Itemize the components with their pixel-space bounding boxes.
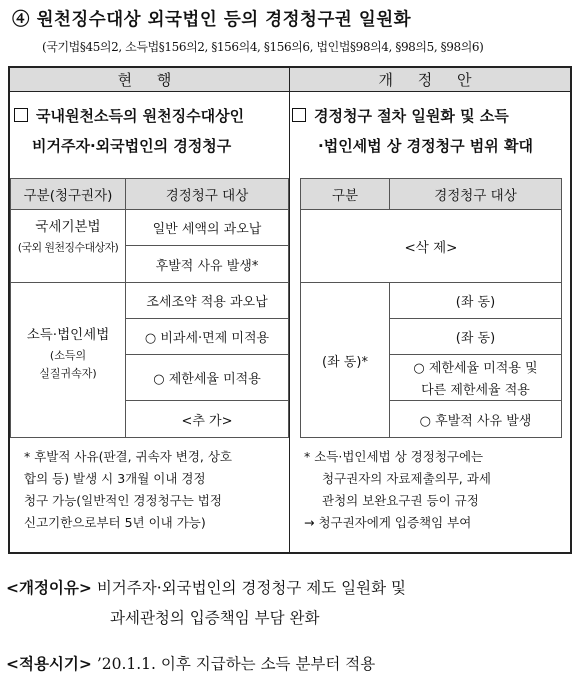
current-heading-line1: 국내원천소득의 원천징수대상인 — [36, 107, 245, 125]
revised-table-head-target: 경정청구 대상 — [390, 179, 561, 209]
current-footnote-line3: 청구 가능(일반적인 경정청구는 법정 — [24, 493, 222, 508]
current-row1-item1: 일반 세액의 과오납 — [152, 222, 262, 237]
checkbox-icon — [14, 108, 28, 122]
current-row2-item2: ○ 비과세·면제 미적용 — [144, 331, 270, 346]
current-row2-item3: ○ 제한세율 미적용 — [153, 372, 261, 387]
revision-reason — [6, 574, 576, 603]
current-row1-category: 국세기본법 — [35, 219, 101, 235]
current-row1-item2: 후발적 사유 발생* — [155, 258, 259, 274]
current-row1-note: (국외 원천징수대상자) — [17, 241, 119, 254]
current-footnote — [24, 446, 286, 534]
effective-date — [6, 650, 576, 679]
revised-row2-item3: ○ 제한세율 미적용 및 — [413, 360, 538, 376]
law-references: (국기법§45의2, 소득법§156의2, §156의4, §156의6, 법인법§98의4, §98의5, §98의6) — [42, 40, 484, 54]
current-row2-item4: <추 가> — [181, 413, 233, 429]
revised-footnote-line2: 청구권자의 자료제출의무, 과세 — [322, 471, 491, 486]
revision-reason-line1: 비거주자·외국법인의 경정청구 제도 일원화 및 — [96, 579, 406, 597]
revised-row2-item1: (좌 동) — [455, 295, 496, 310]
revised-footnote — [304, 446, 566, 534]
current-heading — [14, 102, 244, 130]
current-row2-category: 소득·법인세법 — [26, 327, 110, 343]
revision-reason-line2: 과세관청의 입증책임 부담 완화 — [110, 609, 320, 627]
revised-heading — [292, 102, 509, 130]
revised-table-head-category: 구분 — [301, 179, 389, 209]
current-footnote-line2: 합의 등) 발생 시 3개월 이내 경정 — [24, 471, 206, 486]
current-row2-note1: (소득의 — [49, 349, 87, 362]
revised-row1-deleted: <삭 제> — [404, 240, 458, 256]
revision-reason-label: <개정이유> — [6, 579, 92, 597]
current-row2-item1: 조세조약 적용 과오납 — [146, 295, 268, 310]
checkbox-icon — [292, 108, 306, 122]
current-row2-note2: 실질귀속자) — [39, 367, 97, 380]
revised-footnote-line3: 관청의 보완요구권 등이 규정 — [322, 493, 479, 508]
current-footnote-line4: 신고기한으로부터 5년 이내 가능) — [24, 515, 206, 530]
revised-heading-line2: ·법인세법 상 경정청구 범위 확대 — [318, 137, 533, 155]
revised-heading-line1: 경정청구 절차 일원화 및 소득 — [314, 107, 509, 125]
current-heading-line2: 비거주자·외국법인의 경정청구 — [32, 137, 232, 155]
revised-footnote-line4: → 청구권자에게 입증책임 부여 — [304, 515, 472, 530]
current-footnote-line1: * 후발적 사유(판결, 귀속자 변경, 상호 — [24, 449, 232, 464]
revised-footnote-line1: * 소득·법인세법 상 경정청구에는 — [304, 449, 484, 464]
revised-row2-category: (좌 동)* — [322, 354, 368, 370]
effective-date-label: <적용시기> — [6, 655, 92, 673]
current-table-head-target: 경정청구 대상 — [126, 179, 288, 209]
revised-row2-item4: 다른 제한세율 적용 — [421, 382, 530, 398]
column-header-revised: 개 정 안 — [290, 68, 570, 92]
revised-row2-item5: ○ 후발적 사유 발생 — [419, 413, 532, 429]
current-table-head-category: 구분(청구권자) — [11, 179, 125, 209]
column-divider — [289, 66, 290, 554]
revised-row2-item2: (좌 동) — [455, 331, 496, 346]
section-title: ④ 원천징수대상 외국법인 등의 경정청구권 일원화 — [12, 10, 412, 30]
column-header-current: 현 행 — [10, 68, 289, 92]
effective-date-text: ’20.1.1. 이후 지급하는 소득 분부터 적용 — [96, 655, 376, 673]
